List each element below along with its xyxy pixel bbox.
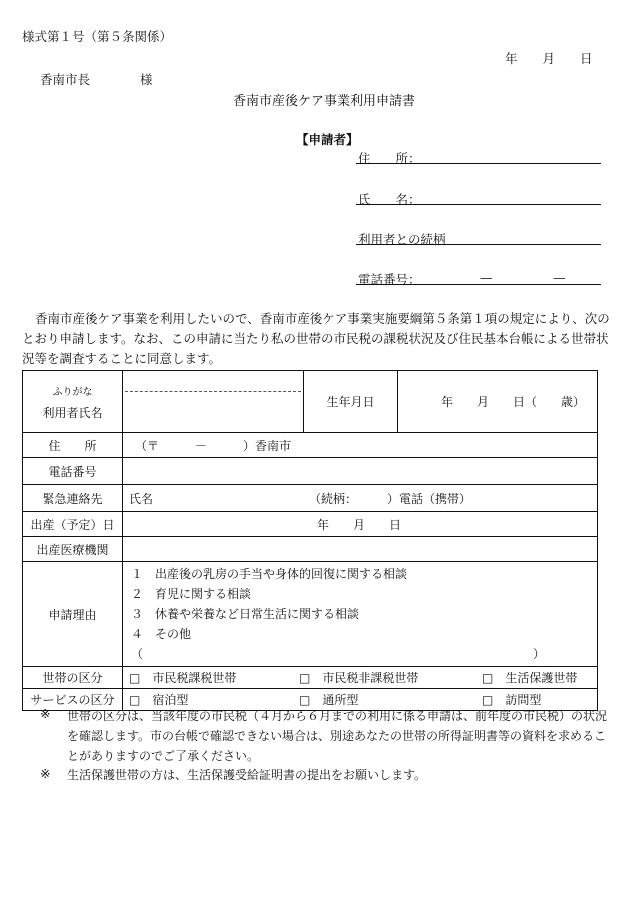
service-label: サービスの区分	[23, 689, 123, 711]
service-option-daycare[interactable]: □ 通所型	[299, 693, 359, 707]
note-household-text: 世帯の区分は、当該年度の市民税（４月から６月までの利用に係る申請は、前年度の市民税）の状況を確認します。市の台帳で確認できない場合は、別途あなたの世帯の所得証明書等の資料を求めることがありますのでご了承ください。	[67, 709, 608, 763]
addressee: 香南市長	[40, 72, 91, 87]
due-date-label: 出産（予定）日	[23, 512, 123, 537]
phone-separator-1: —	[480, 270, 493, 285]
honorific: 様	[140, 72, 153, 87]
emergency-contact-field[interactable]	[123, 485, 598, 512]
user-name-cell[interactable]	[123, 371, 304, 433]
due-date-field[interactable]: 年 月 日	[123, 512, 598, 537]
application-table	[22, 370, 598, 711]
applicant-heading: 【申請者】	[296, 132, 359, 147]
note-mark-1: ※	[40, 706, 51, 721]
consent-paragraph: 香南市産後ケア事業を利用したいので、香南市産後ケア事業実施要綱第５条第１項の規定により、次のとおり申請します。なお、この申請に当たり私の世帯の市民税の課税状況及び住民基本台帳による世帯状況等を調査することに同意します。	[22, 311, 610, 366]
household-option-welfare[interactable]: □ 生活保護世帯	[482, 671, 578, 685]
service-option-stay[interactable]: □ 宿泊型	[129, 693, 189, 707]
reason-list	[123, 562, 598, 667]
note-mark-2: ※	[40, 766, 51, 781]
user-name-label: 利用者氏名	[42, 405, 103, 420]
address-field[interactable]: （〒 － ）香南市	[123, 433, 598, 458]
applicant-phone-label: 電話番号：	[358, 272, 421, 287]
emergency-contact-label: 緊急連絡先	[23, 485, 123, 512]
phone-field[interactable]	[123, 458, 598, 485]
other-open-paren: （	[131, 647, 144, 661]
applicant-phone-field[interactable]	[356, 284, 601, 285]
other-close-paren: ）	[533, 647, 546, 661]
household-option-taxed[interactable]: □ 市民税課税世帯	[129, 671, 237, 685]
user-name-row	[23, 371, 598, 433]
household-option-exempt[interactable]: □ 市民税非課税世帯	[299, 671, 419, 685]
note-household	[67, 706, 607, 766]
reason-other-field[interactable]	[131, 644, 597, 664]
applicant-address-field[interactable]	[356, 163, 601, 164]
applicant-name-label: 氏 名：	[358, 192, 421, 207]
phone-label: 電話番号	[23, 458, 123, 485]
user-name-label-cell	[23, 371, 123, 433]
furigana-label: ふりがな	[52, 386, 93, 398]
applicant-name-field[interactable]	[356, 204, 601, 205]
reason-item[interactable]: ４ その他	[131, 627, 192, 641]
address-label: 住 所	[23, 433, 123, 458]
emergency-relation-label: （続柄： ）電話（携帯）	[309, 491, 472, 506]
user-name-field[interactable]	[123, 392, 303, 432]
form-number: 様式第１号（第５条関係）	[22, 29, 173, 44]
form-title: 香南市産後ケア事業利用申請書	[233, 94, 416, 109]
hospital-field[interactable]	[123, 537, 598, 562]
dob-field[interactable]: 年 月 日（ 歳）	[398, 371, 598, 433]
submission-date: 年 月 日	[505, 51, 593, 66]
note-welfare: 生活保護世帯の方は、生活保護受給証明書の提出をお願いします。	[67, 768, 427, 782]
emergency-name-label: 氏名	[129, 491, 154, 506]
reason-item[interactable]: １ 出産後の乳房の手当や身体的回復に関する相談	[131, 567, 408, 581]
reason-item[interactable]: ３ 休養や栄養など日常生活に関する相談	[131, 607, 360, 621]
applicant-address-label: 住 所：	[358, 151, 421, 166]
dob-label: 生年月日	[304, 371, 398, 433]
hospital-label: 出産医療機関	[23, 537, 123, 562]
reason-label: 申請理由	[23, 562, 123, 667]
household-label: 世帯の区分	[23, 667, 123, 689]
household-options	[123, 667, 598, 689]
applicant-relation-field[interactable]	[356, 244, 601, 245]
phone-separator-2: —	[553, 270, 566, 285]
reason-item[interactable]: ２ 育児に関する相談	[131, 587, 252, 601]
applicant-relation-label: 利用者との続柄	[358, 232, 446, 247]
service-option-visit[interactable]: □ 訪問型	[482, 693, 542, 707]
furigana-field[interactable]	[125, 371, 301, 392]
